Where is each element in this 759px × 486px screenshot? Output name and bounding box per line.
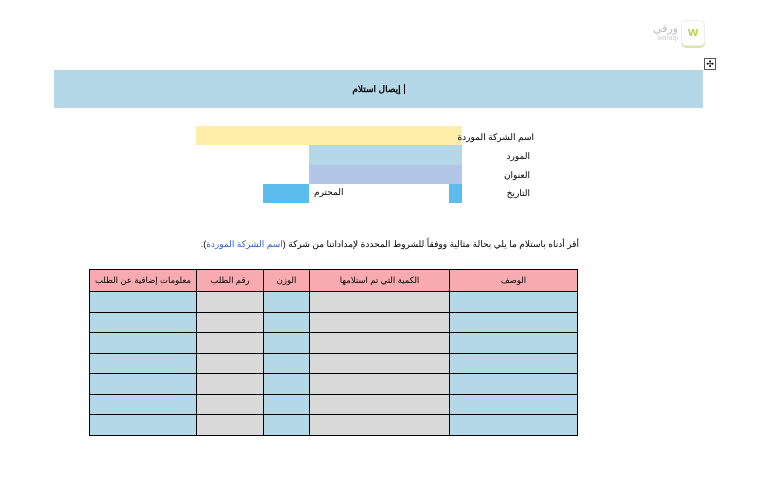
quantity-cell[interactable] <box>310 333 450 354</box>
date-label: التاريخ <box>506 188 530 198</box>
quantity-cell[interactable] <box>310 312 450 333</box>
quantity-cell[interactable] <box>310 374 450 395</box>
additional-info-cell[interactable] <box>90 394 197 415</box>
additional-info-cell[interactable] <box>90 333 197 354</box>
recipient-name-field[interactable] <box>263 184 309 203</box>
quantity-cell[interactable] <box>310 292 450 313</box>
table-row <box>90 333 578 354</box>
description-cell[interactable] <box>450 415 578 436</box>
company-name-field[interactable] <box>196 126 462 145</box>
description-cell[interactable] <box>450 353 578 374</box>
document-title: إيصال استلام <box>352 84 404 94</box>
table-row <box>90 292 578 313</box>
paragraph-text: أقر أدناه باستلام ما يلي بحالة مثالية ووفقاً للشروط المحددة لإمداداتنا من شركة ( <box>282 239 579 249</box>
address-label: العنوان <box>503 170 530 180</box>
additional-info-cell[interactable] <box>90 353 197 374</box>
additional-info-cell[interactable] <box>90 312 197 333</box>
description-cell[interactable] <box>450 394 578 415</box>
quantity-cell[interactable] <box>310 415 450 436</box>
acknowledgement-paragraph <box>201 239 579 250</box>
additional-info-cell[interactable] <box>90 292 197 313</box>
date-field[interactable] <box>449 184 462 203</box>
table-row <box>90 353 578 374</box>
additional-info-cell[interactable] <box>90 415 197 436</box>
weight-cell[interactable] <box>264 374 310 395</box>
weight-cell[interactable] <box>264 415 310 436</box>
table-row <box>90 374 578 395</box>
header-description: الوصف <box>450 270 578 292</box>
weight-cell[interactable] <box>264 292 310 313</box>
order-number-cell[interactable] <box>197 415 264 436</box>
company-name-link[interactable]: اسم الشركة الموردة <box>206 239 283 249</box>
table-row <box>90 415 578 436</box>
table-move-handle-icon[interactable]: ✣ <box>704 58 716 70</box>
respected-text: المحترم <box>314 187 344 197</box>
table-header-row <box>90 270 578 292</box>
description-cell[interactable] <box>450 374 578 395</box>
header-weight: الوزن <box>264 270 310 292</box>
title-banner <box>54 70 703 108</box>
logo-text: ورقي <box>652 23 678 35</box>
description-cell[interactable] <box>450 292 578 313</box>
order-number-cell[interactable] <box>197 312 264 333</box>
supplier-field[interactable] <box>309 145 462 165</box>
logo-subtext: waraqi <box>657 35 678 42</box>
order-number-cell[interactable] <box>197 353 264 374</box>
weight-cell[interactable] <box>264 394 310 415</box>
description-cell[interactable] <box>450 312 578 333</box>
table-row <box>90 312 578 333</box>
table-row <box>90 394 578 415</box>
quantity-cell[interactable] <box>310 353 450 374</box>
header-order-number: رقم الطلب <box>197 270 264 292</box>
paragraph-end: ). <box>200 239 207 249</box>
order-number-cell[interactable] <box>197 374 264 395</box>
header-quantity: الكمية التي تم استلامها <box>310 270 450 292</box>
waraqi-logo <box>648 18 706 48</box>
order-number-cell[interactable] <box>197 292 264 313</box>
weight-cell[interactable] <box>264 312 310 333</box>
order-number-cell[interactable] <box>197 394 264 415</box>
supplier-label: المورد <box>506 151 530 161</box>
items-table <box>89 269 578 436</box>
quantity-cell[interactable] <box>310 394 450 415</box>
header-additional-info: معلومات إضافية عن الطلب <box>90 270 197 292</box>
logo-icon: w <box>681 20 705 46</box>
company-name-label: اسم الشركة الموردة <box>457 132 534 142</box>
additional-info-cell[interactable] <box>90 374 197 395</box>
weight-cell[interactable] <box>264 353 310 374</box>
order-number-cell[interactable] <box>197 333 264 354</box>
address-field[interactable] <box>309 165 462 184</box>
weight-cell[interactable] <box>264 333 310 354</box>
description-cell[interactable] <box>450 333 578 354</box>
